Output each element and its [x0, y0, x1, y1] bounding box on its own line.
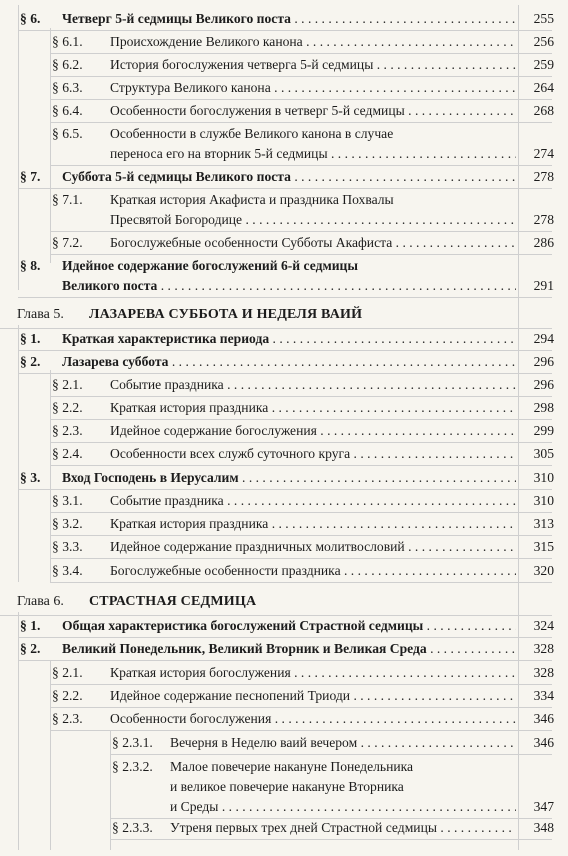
divider [50, 76, 552, 77]
section-number: § 6. [20, 11, 41, 26]
section-number: § 2.4. [52, 446, 83, 461]
section-number: § 8. [20, 258, 41, 273]
page-number: 298 [533, 400, 554, 415]
section-number: § 2.1. [52, 377, 83, 392]
section-number: § 1. [20, 331, 41, 346]
divider [50, 396, 552, 397]
divider [50, 465, 552, 466]
page-number: 274 [533, 146, 554, 161]
toc-entry[interactable] [0, 375, 568, 395]
entry-title: Краткая история Акафиста и праздника Похвалы [110, 192, 394, 207]
page-number: 320 [533, 563, 554, 578]
divider [18, 489, 552, 490]
entry-title: Идейное содержание богослужений 6-й седмицы [62, 258, 358, 273]
section-number: § 6.4. [52, 103, 83, 118]
page-number: 347 [533, 799, 554, 814]
page-number: 255 [533, 11, 554, 26]
divider [50, 707, 552, 708]
toc-entry[interactable] [0, 190, 568, 230]
section-number: § 7.1. [52, 192, 83, 207]
toc-entry[interactable] [0, 468, 568, 488]
toc-entry[interactable] [0, 124, 568, 164]
column-guide [518, 5, 519, 850]
column-guide [18, 612, 19, 850]
chapter-title: СТРАСТНАЯ СЕДМИЦА [89, 594, 257, 609]
toc-entry[interactable] [0, 733, 568, 753]
divider [50, 535, 552, 536]
divider [110, 754, 552, 755]
section-number: § 3.1. [52, 493, 83, 508]
column-guide [50, 370, 51, 582]
page-number: 268 [533, 103, 554, 118]
entry-title: Богослужебные особенности Субботы Акафиста . . . [110, 233, 516, 253]
section-number: § 2.3.3. [112, 820, 153, 835]
section-number: § 2. [20, 641, 41, 656]
toc-entry[interactable] [0, 663, 568, 683]
toc-entry[interactable] [0, 32, 568, 52]
toc-entry[interactable] [0, 398, 568, 418]
divider [50, 99, 552, 100]
entry-title: Особенности богослужения в четверг 5-й седмицы . . . [110, 101, 516, 121]
column-guide [50, 28, 51, 263]
section-number: § 2.3. [52, 423, 83, 438]
section-number: § 3.4. [52, 563, 83, 578]
page-number: 346 [533, 711, 554, 726]
section-number: § 1. [20, 618, 41, 633]
entry-title: Великий Понедельник, Великий Вторник и Великая Среда . . . [62, 639, 516, 659]
divider [50, 254, 552, 255]
toc-entry[interactable] [0, 686, 568, 706]
toc-entry[interactable] [0, 818, 568, 838]
page-number: 286 [533, 235, 554, 250]
toc-entry[interactable] [0, 329, 568, 349]
entry-title: Богослужебные особенности праздника . . . [110, 561, 516, 581]
divider [50, 122, 552, 123]
toc-entry[interactable] [0, 352, 568, 372]
divider [18, 350, 552, 351]
entry-title: Краткая история праздника . . . [110, 514, 516, 534]
toc-entry[interactable] [0, 757, 568, 817]
entry-title: Происхождение Великого канона . . . [110, 32, 516, 52]
page-number: 305 [533, 446, 554, 461]
section-number: § 2.2. [52, 400, 83, 415]
toc-entry[interactable] [0, 101, 568, 121]
entry-title: Краткая история праздника . . . [110, 398, 516, 418]
chapter-number: Глава 6. [17, 594, 64, 609]
page-number: 256 [533, 34, 554, 49]
page-number: 294 [533, 331, 554, 346]
page-number: 259 [533, 57, 554, 72]
toc-entry[interactable] [0, 233, 568, 253]
entry-title: Краткая история богослужения . . . [110, 663, 516, 683]
entry-title: Четверг 5-й седмицы Великого поста . . . [62, 9, 516, 29]
page-number: 328 [533, 641, 554, 656]
page-number: 348 [533, 820, 554, 835]
section-number: § 7. [20, 169, 41, 184]
section-number: § 7.2. [52, 235, 83, 250]
toc-entry[interactable] [0, 561, 568, 581]
divider [50, 558, 552, 559]
entry-title: и Среды . . . [170, 797, 516, 817]
divider [18, 637, 552, 638]
page-number: 315 [533, 539, 554, 554]
divider [50, 582, 552, 583]
toc-entry[interactable] [0, 421, 568, 441]
page-number: 334 [533, 688, 554, 703]
section-number: § 6.2. [52, 57, 83, 72]
entry-title: Особенности богослужения . . . [110, 709, 516, 729]
page-number: 296 [533, 354, 554, 369]
entry-title: Идейное содержание богослужения . . . [110, 421, 516, 441]
divider [50, 684, 552, 685]
entry-title: Лазарева суббота . . . [62, 352, 516, 372]
entry-title: Пресвятой Богородице . . . [110, 210, 516, 230]
entry-title: и великое повечерие накануне Вторника [170, 779, 404, 794]
section-number: § 3. [20, 470, 41, 485]
section-number: § 3.3. [52, 539, 83, 554]
entry-title: Вход Господень в Иерусалим . . . [62, 468, 516, 488]
toc-entry[interactable] [0, 709, 568, 729]
entry-title: Структура Великого канона . . . [110, 78, 516, 98]
entry-title: переноса его на вторник 5-й седмицы . . . [110, 144, 516, 164]
page-number: 296 [533, 377, 554, 392]
toc-entry[interactable] [0, 78, 568, 98]
entry-title: Событие праздника . . . [110, 491, 516, 511]
toc-entry[interactable] [0, 616, 568, 636]
section-number: § 2.3.1. [112, 735, 153, 750]
divider [18, 660, 552, 661]
toc-entry[interactable] [0, 491, 568, 511]
entry-title: Утреня первых трех дней Страстной седмицы . . . [170, 818, 516, 838]
entry-title: Идейное содержание песнопений Триоди . . . [110, 686, 516, 706]
chapter-title: ЛАЗАРЕВА СУББОТА И НЕДЕЛЯ ВАИЙ [89, 307, 363, 322]
toc-entry[interactable] [0, 9, 568, 29]
column-guide [110, 730, 111, 850]
page-number: 299 [533, 423, 554, 438]
page-number: 328 [533, 665, 554, 680]
entry-title: Событие праздника . . . [110, 375, 516, 395]
divider [18, 188, 552, 189]
divider [110, 839, 552, 840]
section-number: § 2.3.2. [112, 759, 153, 774]
section-number: § 6.3. [52, 80, 83, 95]
entry-title: Краткая характеристика периода . . . [62, 329, 516, 349]
toc-entry[interactable] [0, 537, 568, 557]
section-number: § 3.2. [52, 516, 83, 531]
toc-entry[interactable] [0, 55, 568, 75]
column-guide [18, 5, 19, 290]
toc-entry[interactable] [0, 167, 568, 187]
page-number: 278 [533, 212, 554, 227]
entry-title: История богослужения четверга 5-й седмицы . . . [110, 55, 516, 75]
column-guide [50, 660, 51, 850]
divider [18, 30, 552, 31]
page-number: 264 [533, 80, 554, 95]
chapter-number: Глава 5. [17, 307, 64, 322]
page-number: 278 [533, 169, 554, 184]
toc-entry[interactable] [0, 514, 568, 534]
divider [50, 442, 552, 443]
divider [18, 373, 552, 374]
divider [50, 419, 552, 420]
page-number: 310 [533, 493, 554, 508]
toc-entry[interactable] [0, 639, 568, 659]
page-number: 291 [533, 278, 554, 293]
entry-title: Малое повечерие накануне Понедельника [170, 759, 414, 774]
toc-entry[interactable] [0, 444, 568, 464]
divider [50, 730, 552, 731]
section-number: § 6.5. [52, 126, 83, 141]
section-number: § 2.1. [52, 665, 83, 680]
entry-title: Вечерня в Неделю ваий вечером . . . [170, 733, 516, 753]
divider [50, 512, 552, 513]
entry-title: Идейное содержание праздничных молитвословий . . . [110, 537, 516, 557]
divider [18, 297, 552, 298]
toc-entry[interactable] [0, 256, 568, 296]
divider [50, 165, 552, 166]
divider [50, 53, 552, 54]
entry-title: Великого поста . . . [62, 276, 516, 296]
entry-title: Общая характеристика богослужений Страстной седмицы . . . [62, 616, 516, 636]
section-number: § 2.3. [52, 711, 83, 726]
page-number: 346 [533, 735, 554, 750]
section-number: § 2.2. [52, 688, 83, 703]
page-number: 310 [533, 470, 554, 485]
entry-title: Особенности всех служб суточного круга . . . [110, 444, 516, 464]
entry-title: Особенности в службе Великого канона в случае [110, 126, 394, 141]
divider [50, 231, 552, 232]
page-number: 324 [533, 618, 554, 633]
page-number: 313 [533, 516, 554, 531]
section-number: § 6.1. [52, 34, 83, 49]
entry-title: Суббота 5-й седмицы Великого поста . . . [62, 167, 516, 187]
column-guide [18, 325, 19, 582]
section-number: § 2. [20, 354, 41, 369]
